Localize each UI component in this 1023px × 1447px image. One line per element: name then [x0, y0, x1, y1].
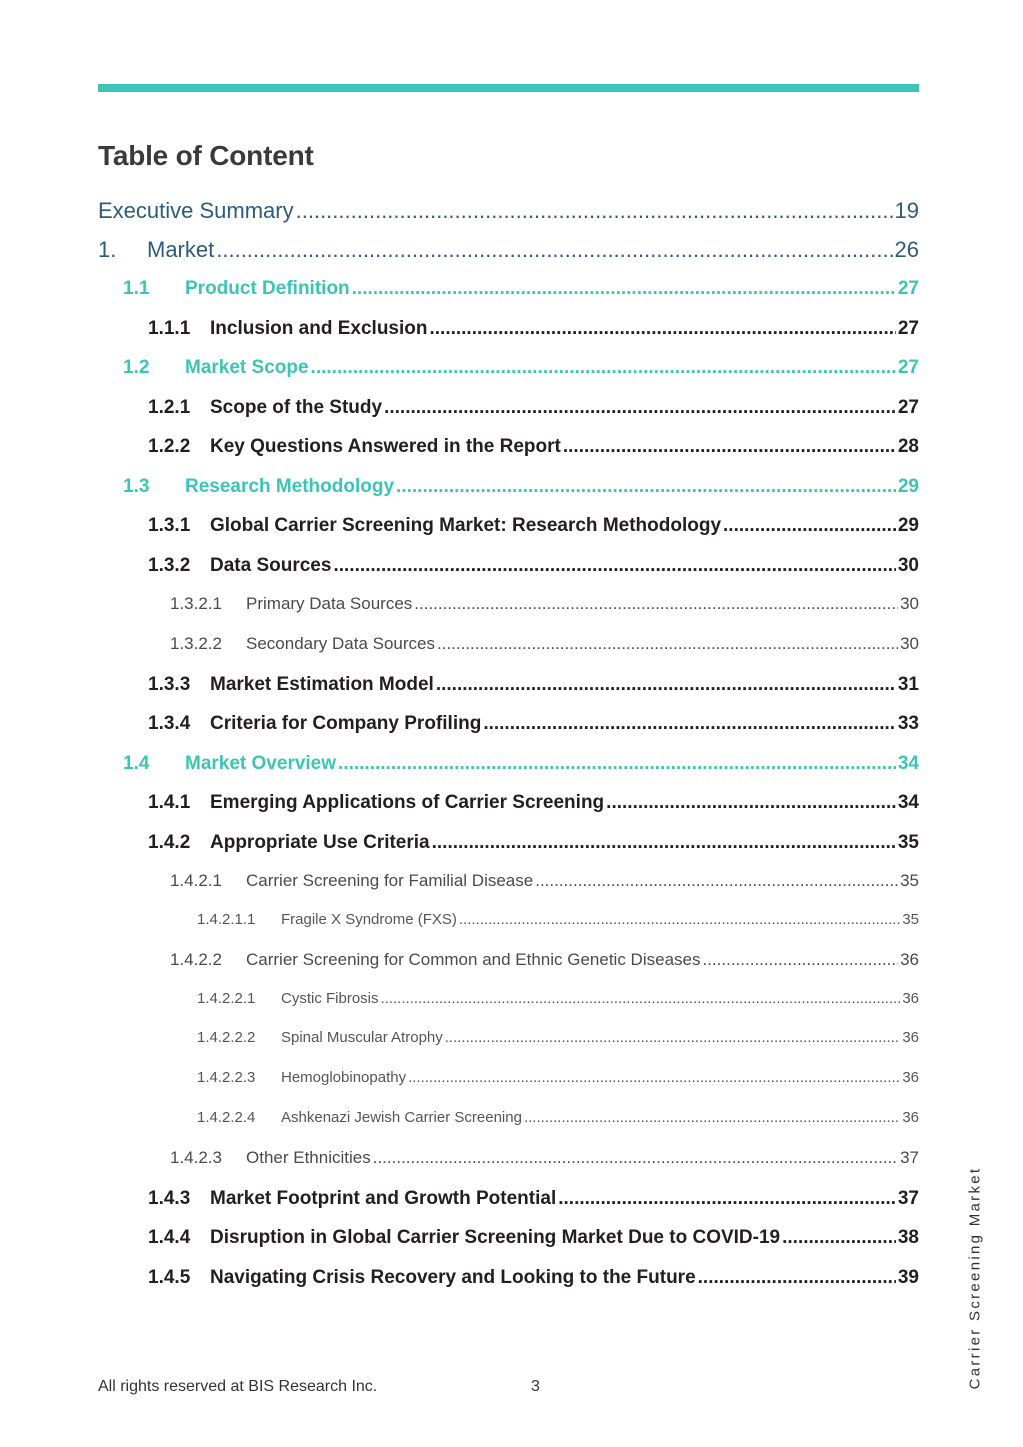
toc-entry[interactable] [197, 1029, 919, 1046]
toc-entry-page: 35 [900, 871, 919, 891]
toc-entry-title: Inclusion and Exclusion [210, 317, 428, 339]
toc-dot-leader [352, 278, 896, 300]
toc-dot-leader [437, 634, 898, 654]
toc-dot-leader [429, 318, 895, 340]
toc-entry-number: 1.3.4 [148, 713, 191, 735]
toc-dot-leader [459, 911, 900, 928]
toc-entry-page: 31 [897, 673, 919, 695]
toc-entry-number: 1.1.1 [148, 317, 191, 339]
toc-entry-number: 1.3.3 [148, 673, 191, 695]
toc-dot-leader [373, 1148, 898, 1168]
toc-dot-leader [408, 1069, 900, 1086]
toc-entry-number: 1. [98, 237, 117, 262]
toc-entry-number: 1.1 [123, 278, 150, 299]
toc-entry-title: Scope of the Study [210, 396, 383, 418]
toc-entry-page: 28 [897, 436, 919, 458]
toc-dot-leader [432, 832, 896, 854]
toc-entry[interactable] [170, 871, 919, 891]
toc-entry[interactable] [123, 278, 919, 300]
toc-entry-page: 27 [897, 317, 919, 339]
toc-entry-title: Market Estimation Model [210, 673, 434, 695]
toc-entry-number: 1.4.2.1 [170, 871, 222, 891]
toc-entry[interactable] [197, 990, 919, 1007]
toc-entry-page: 36 [902, 989, 919, 1007]
toc-dot-leader [524, 1109, 900, 1126]
toc-entry-page: 35 [902, 910, 919, 928]
toc-entry-page: 29 [897, 515, 919, 537]
footer-rights: All rights reserved at BIS Research Inc. [98, 1378, 378, 1395]
toc-entry[interactable] [148, 1188, 919, 1210]
toc-entry[interactable] [148, 674, 919, 696]
toc-entry-title: Carrier Screening for Common and Ethnic Genetic Diseases [246, 950, 701, 970]
toc-entry-title: Key Questions Answered in the Report [210, 436, 561, 458]
toc-entry-title: Navigating Crisis Recovery and Looking to the Future [210, 1266, 696, 1288]
toc-dot-leader [333, 555, 895, 577]
toc-entry[interactable] [170, 634, 919, 654]
toc-dot-leader [296, 198, 893, 224]
toc-dot-leader [483, 713, 896, 735]
toc-entry-title: Market [147, 237, 215, 262]
toc-entry-page: 27 [897, 396, 919, 418]
toc-entry[interactable] [148, 792, 919, 814]
toc-dot-leader [338, 753, 896, 775]
toc-dot-leader [782, 1227, 896, 1249]
toc-entry-title: Criteria for Company Profiling [210, 713, 482, 735]
toc-entry-page: 30 [900, 633, 919, 653]
toc-entry-page: 36 [902, 1069, 919, 1086]
toc-entry-page: 39 [897, 1266, 919, 1288]
toc-entry[interactable] [98, 237, 919, 263]
toc-dot-leader [723, 515, 896, 537]
toc-entry-number: 1.3.2.1 [170, 594, 222, 614]
toc-entry[interactable] [197, 1109, 919, 1126]
toc-entry[interactable] [170, 594, 919, 614]
toc-entry-page: 27 [897, 278, 919, 299]
toc-dot-leader [558, 1188, 896, 1210]
toc-dot-leader [445, 1029, 901, 1046]
toc-entry-title: Cystic Fibrosis [281, 989, 379, 1007]
toc-entry-number: 1.3.2.2 [170, 633, 222, 653]
toc-entry-title: Appropriate Use Criteria [210, 831, 430, 853]
toc-entry[interactable] [197, 1069, 919, 1086]
toc-entry-number: 1.2.1 [148, 396, 191, 418]
toc-entry-number: 1.4.2.3 [170, 1148, 222, 1168]
toc-entry-number: 1.4.5 [148, 1266, 191, 1288]
toc-entry-number: 1.4.2.2.2 [197, 1029, 256, 1047]
toc-entry-number: 1.3.2 [148, 554, 191, 576]
toc-dot-leader [311, 357, 896, 379]
toc-entry-page: 19 [894, 198, 919, 223]
toc-entry[interactable] [148, 397, 919, 419]
toc-entry-page: 34 [897, 792, 919, 814]
toc-dot-leader [702, 950, 898, 970]
toc-entry-number: 1.4.2.2.1 [197, 989, 256, 1007]
toc-entry-page: 36 [902, 1108, 919, 1126]
toc-entry-page: 34 [897, 752, 919, 774]
toc-entry[interactable] [148, 832, 919, 854]
toc-entry-title: Global Carrier Screening Market: Research Methodology [210, 515, 722, 537]
toc-entry-number: 1.3 [123, 475, 150, 497]
toc-dot-leader [563, 436, 896, 458]
toc-entry[interactable] [148, 713, 919, 735]
toc-entry-page: 36 [900, 950, 919, 970]
toc-entry[interactable] [170, 950, 919, 970]
toc-entry-page: 37 [900, 1148, 919, 1168]
toc-entry-title: Secondary Data Sources [246, 633, 435, 653]
toc-dot-leader [436, 674, 896, 696]
toc-entry[interactable] [148, 555, 919, 577]
toc-entry-title: Primary Data Sources [246, 594, 413, 614]
toc-entry-title: Hemoglobinopathy [281, 1069, 407, 1086]
toc-entry-title: Data Sources [210, 554, 332, 576]
toc-entry-page: 37 [897, 1187, 919, 1209]
toc-entry-title: Market Overview [185, 752, 337, 774]
toc-entry[interactable] [148, 1267, 919, 1289]
page-title: Table of Content [98, 140, 314, 171]
toc-entry[interactable] [197, 911, 919, 928]
toc-entry-title: Market Footprint and Growth Potential [210, 1187, 557, 1209]
toc-entry-page: 36 [902, 1029, 919, 1047]
toc-entry-number: 1.4.2 [148, 831, 191, 853]
toc-entry-page: 33 [897, 713, 919, 735]
toc-dot-leader [414, 594, 898, 614]
toc-entry-page: 27 [897, 357, 919, 379]
toc-entry-number: 1.4.2.2.3 [197, 1069, 256, 1086]
toc-dot-leader [606, 792, 896, 814]
toc-entry[interactable] [148, 515, 919, 537]
toc-entry-title: Other Ethnicities [246, 1148, 371, 1168]
toc-entry[interactable] [123, 357, 919, 379]
toc-entry-number: 1.2 [123, 357, 150, 379]
toc-entry-number: 1.4.3 [148, 1187, 191, 1209]
toc-entry-number: 1.4 [123, 752, 150, 774]
toc-entry-number: 1.4.4 [148, 1227, 191, 1249]
toc-entry-title: Ashkenazi Jewish Carrier Screening [281, 1108, 522, 1126]
toc-entry[interactable] [123, 476, 919, 498]
toc-entry-page: 38 [897, 1227, 919, 1249]
toc-entry[interactable] [123, 753, 919, 775]
toc-entry-title: Research Methodology [185, 475, 395, 497]
side-running-title: Carrier Screening Market [966, 1166, 984, 1390]
toc-entry-number: 1.4.1 [148, 792, 191, 814]
toc-entry[interactable] [148, 1227, 919, 1249]
toc-entry-title: Disruption in Global Carrier Screening Market Due to COVID-19 [210, 1227, 781, 1249]
toc-entry-number: 1.3.1 [148, 515, 191, 537]
toc-entry-title: Emerging Applications of Carrier Screening [210, 792, 605, 814]
footer-page-number: 3 [531, 1378, 540, 1395]
toc-dot-leader [396, 476, 896, 498]
toc-entry[interactable] [148, 318, 919, 340]
toc-entry-number: 1.4.2.2 [170, 950, 222, 970]
toc-entry-title: Fragile X Syndrome (FXS) [281, 910, 457, 928]
toc-dot-leader [384, 397, 896, 419]
toc-entry-page: 30 [897, 554, 919, 576]
toc-entry-title: Executive Summary [98, 198, 294, 223]
toc-entry-number: 1.2.2 [148, 436, 191, 458]
toc-entry-page: 26 [894, 237, 919, 262]
toc-entry-title: Market Scope [185, 357, 309, 379]
toc-entry-title: Spinal Muscular Atrophy [281, 1029, 443, 1047]
toc-dot-leader [535, 871, 898, 891]
toc-entry-page: 30 [900, 594, 919, 614]
toc-dot-leader [216, 237, 892, 263]
toc-entry[interactable] [98, 198, 919, 224]
toc-entry[interactable] [170, 1148, 919, 1168]
toc-entry-page: 35 [897, 831, 919, 853]
toc-dot-leader [381, 990, 901, 1007]
toc-entry-number: 1.4.2.2.4 [197, 1108, 256, 1126]
toc-entry-title: Product Definition [185, 278, 350, 299]
toc-dot-leader [698, 1267, 896, 1289]
toc-entry-title: Carrier Screening for Familial Disease [246, 871, 534, 891]
toc-entry[interactable] [148, 436, 919, 458]
toc-entry-page: 29 [897, 475, 919, 497]
toc-entry-number: 1.4.2.1.1 [197, 910, 256, 928]
